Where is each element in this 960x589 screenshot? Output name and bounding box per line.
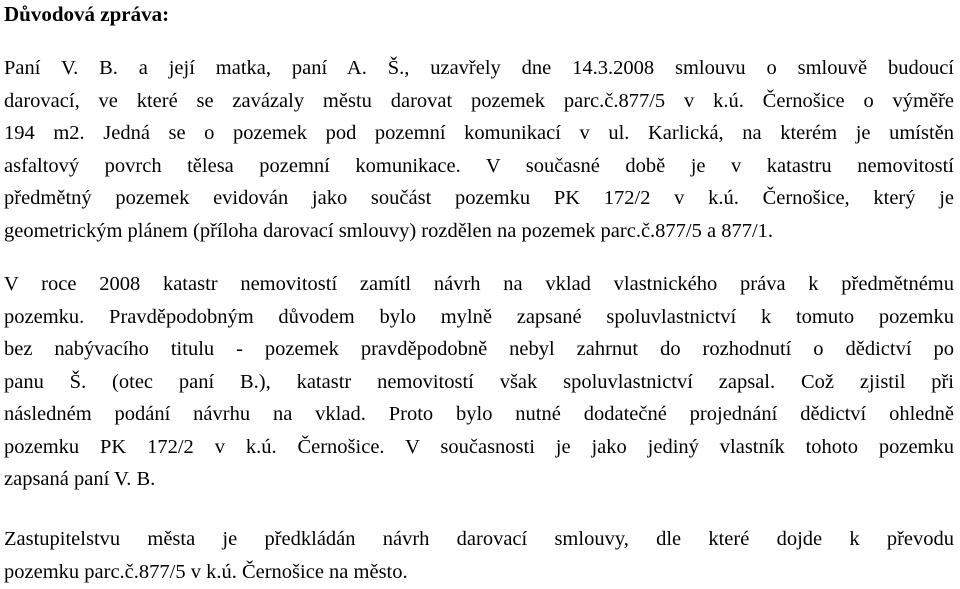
paragraph-line: pozemku PK 172/2 v k.ú. Černošice. V současnosti je jako jediný vlastník tohoto pozemku [4,435,954,458]
document-heading: Důvodová zpráva: [4,2,170,26]
paragraph-line: darovací, ve které se zavázaly městu darovat pozemek parc.č.877/5 v k.ú. Černošice o výměře [4,89,954,112]
paragraph-line: pozemku parc.č.877/5 v k.ú. Černošice na město. [4,560,408,583]
paragraph-line: V roce 2008 katastr nemovitostí zamítl návrh na vklad vlastnického práva k předmětnému [4,273,954,295]
paragraph-line: 194 m2. Jedná se o pozemek pod pozemní komunikací v ul. Karlická, na kterém je umístěn [4,122,954,144]
paragraph-line: geometrickým plánem (příloha darovací smlouvy) rozdělen na pozemek parc.č.877/5 a 877/1. [4,219,774,242]
paragraph-line: Zastupitelstvu města je předkládán návrh darovací smlouvy, dle které dojde k převodu [4,528,954,550]
paragraph-council-proposal [4,523,954,588]
paragraph-line: Paní V. B. a její matka, paní A. Š., uzavřely dne 14.3.2008 smlouvu o smlouvě budoucí [4,57,954,79]
paragraph-cadastre-rejection [4,268,954,496]
paragraph-line: pozemku. Pravděpodobným důvodem bylo mylně zapsané spoluvlastnictví k tomuto pozemku [4,305,954,328]
paragraph-line: asfaltový povrch tělesa pozemní komunikace. V současné době je v katastru nemovitostí [4,154,954,177]
paragraph-line: panu Š. (otec paní B.), katastr nemovitostí však spoluvlastnictví zapsal. Což zjistil při [4,370,954,393]
paragraph-line: bez nabývacího titulu - pozemek pravděpodobně nebyl zahrnut do rozhodnutí o dědictví po [4,338,954,360]
paragraph-line: předmětný pozemek evidován jako součást pozemku PK 172/2 v k.ú. Černošice, který je [4,187,954,209]
paragraph-line: zapsaná paní V. B. [4,468,156,490]
paragraph-line: následném podání návrhu na vklad. Proto bylo nutné dodatečné projednání dědictví ohledně [4,403,954,425]
paragraph-donation-agreement [4,52,954,247]
